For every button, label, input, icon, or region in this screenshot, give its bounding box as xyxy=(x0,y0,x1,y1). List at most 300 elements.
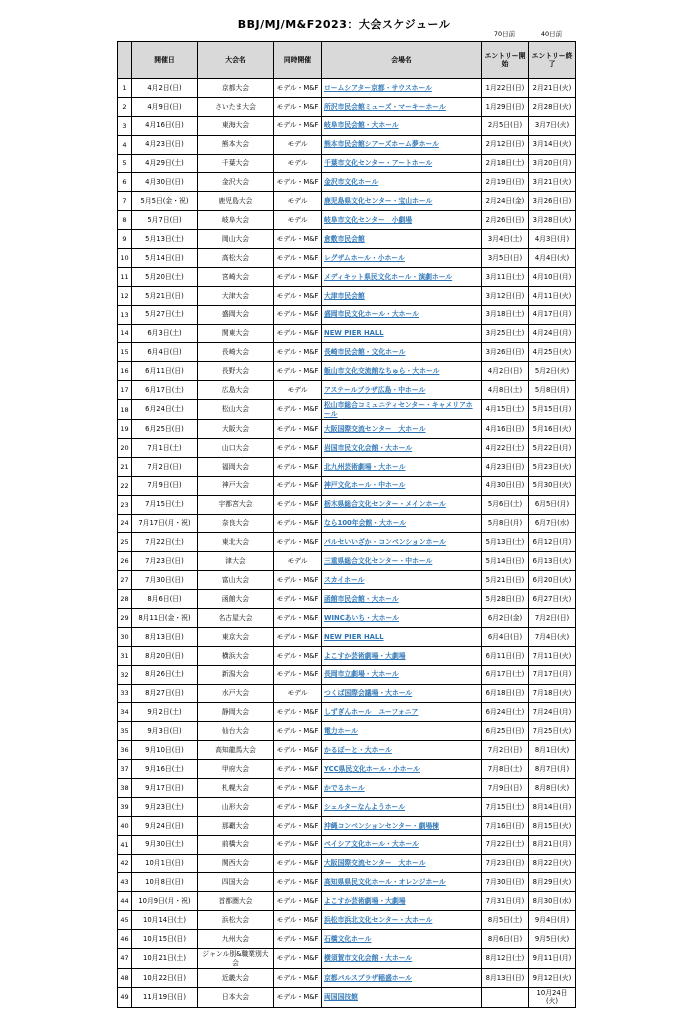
venue-link[interactable]: スカイホール xyxy=(324,575,365,584)
venue-link[interactable]: NEW PIER HALL xyxy=(324,632,384,641)
table-row xyxy=(118,439,576,458)
venue-cell xyxy=(322,987,482,1007)
venue-link[interactable]: 大阪国際交流センター 大ホール xyxy=(324,859,426,868)
entry-end-deadline-note: 40日前 xyxy=(540,30,563,38)
table-row xyxy=(118,324,576,343)
venue-link[interactable]: WINCあいち・大ホール xyxy=(324,613,399,622)
category-cell: モデル・M&F xyxy=(274,760,322,779)
venue-link[interactable]: 大阪国際交流センター 大ホール xyxy=(324,424,426,433)
venue-cell xyxy=(322,381,482,400)
category-cell: モデル・M&F xyxy=(274,797,322,816)
row-number-cell: 46 xyxy=(118,930,132,949)
date-cell: 4月23日(日) xyxy=(132,135,198,154)
venue-cell xyxy=(322,362,482,381)
entry-start-cell: 2月18日(土) xyxy=(482,154,529,173)
venue-cell xyxy=(322,230,482,249)
venue-cell xyxy=(322,609,482,628)
entry-start-cell: 8月5日(土) xyxy=(482,911,529,930)
row-number-cell: 49 xyxy=(118,987,132,1007)
venue-cell xyxy=(322,533,482,552)
date-cell: 5月20日(土) xyxy=(132,267,198,286)
venue-cell xyxy=(322,476,482,495)
event-name-cell: 日本大会 xyxy=(198,987,274,1007)
entry-end-cell: 7月25日(火) xyxy=(529,722,576,741)
venue-link[interactable]: 栃木県総合文化センター・メインホール xyxy=(324,500,446,509)
venue-link[interactable]: 金沢市文化ホール xyxy=(324,178,379,187)
entry-start-cell: 1月29日(日) xyxy=(482,97,529,116)
date-cell: 5月21日(日) xyxy=(132,286,198,305)
row-number-cell: 33 xyxy=(118,684,132,703)
entry-start-cell: 2月24日(金) xyxy=(482,192,529,211)
venue-link[interactable]: なら100年会館・大ホール xyxy=(324,519,407,528)
row-number-cell: 24 xyxy=(118,514,132,533)
row-number-cell: 41 xyxy=(118,835,132,854)
date-cell: 9月16日(土) xyxy=(132,760,198,779)
entry-end-cell: 5月22日(月) xyxy=(529,439,576,458)
category-cell: モデル・M&F xyxy=(274,627,322,646)
event-name-cell: 千葉大会 xyxy=(198,154,274,173)
date-cell: 10月8日(日) xyxy=(132,873,198,892)
entry-end-cell: 5月15日(月) xyxy=(529,400,576,420)
event-name-cell: 奈良大会 xyxy=(198,514,274,533)
category-cell: モデル・M&F xyxy=(274,533,322,552)
event-name-cell: 鹿児島大会 xyxy=(198,192,274,211)
entry-end-cell: 3月21日(火) xyxy=(529,173,576,192)
entry-start-cell: 6月18日(日) xyxy=(482,684,529,703)
venue-link[interactable]: 岐阜市文化センター 小劇場 xyxy=(324,215,413,224)
event-name-cell: 宇都宮大会 xyxy=(198,495,274,514)
table-row xyxy=(118,760,576,779)
table-row xyxy=(118,135,576,154)
date-cell: 8月27日(日) xyxy=(132,684,198,703)
venue-link[interactable]: 高知県県民文化ホール・オレンジホール xyxy=(324,878,446,887)
entry-end-cell: 4月25日(火) xyxy=(529,343,576,362)
event-name-cell: 名古屋大会 xyxy=(198,609,274,628)
venue-link[interactable]: 神戸文化ホール・中ホール xyxy=(324,481,406,490)
header-row xyxy=(118,42,576,79)
entry-end-cell: 5月8日(月) xyxy=(529,381,576,400)
date-cell: 10月14日(土) xyxy=(132,911,198,930)
entry-end-cell: 8月30日(水) xyxy=(529,892,576,911)
entry-start-cell: 6月11日(日) xyxy=(482,646,529,665)
row-number-cell: 12 xyxy=(118,286,132,305)
row-number-cell: 3 xyxy=(118,116,132,135)
date-cell: 5月14日(日) xyxy=(132,249,198,268)
date-cell: 7月23日(日) xyxy=(132,552,198,571)
entry-start-cell: 4月15日(土) xyxy=(482,400,529,420)
venue-link[interactable]: 岐阜市民会館・大ホール xyxy=(324,121,399,130)
event-name-cell: 熊本大会 xyxy=(198,135,274,154)
category-cell: モデル xyxy=(274,192,322,211)
venue-link[interactable]: つくば国際会議場・大ホール xyxy=(324,689,413,698)
entry-start-cell: 5月14日(日) xyxy=(482,552,529,571)
entry-end-cell: 4月4日(火) xyxy=(529,249,576,268)
venue-link[interactable]: 横須賀市文化会館・大ホール xyxy=(324,954,413,963)
category-cell: モデル・M&F xyxy=(274,476,322,495)
table-row xyxy=(118,552,576,571)
table-row xyxy=(118,362,576,381)
entry-start-cell: 7月9日(日) xyxy=(482,779,529,798)
page-title: BBJ/MJ/M&F2023：大会スケジュール xyxy=(237,18,451,31)
category-cell: モデル・M&F xyxy=(274,571,322,590)
venue-link[interactable]: よこすか芸術劇場・大劇場 xyxy=(324,897,406,906)
venue-link[interactable]: 沖縄コンベンションセンター・劇場棟 xyxy=(324,821,439,830)
category-cell: モデル xyxy=(274,135,322,154)
entry-end-cell: 7月2日(日) xyxy=(529,609,576,628)
row-number-cell: 22 xyxy=(118,476,132,495)
venue-cell xyxy=(322,873,482,892)
event-name-cell: 東北大会 xyxy=(198,533,274,552)
event-name-cell: 甲府大会 xyxy=(198,760,274,779)
table-row xyxy=(118,590,576,609)
category-cell: モデル・M&F xyxy=(274,79,322,98)
venue-cell xyxy=(322,722,482,741)
venue-cell xyxy=(322,892,482,911)
venue-link[interactable]: メディキット県民文化ホール・演劇ホール xyxy=(324,272,453,281)
venue-link[interactable]: 石橋文化ホール xyxy=(324,934,372,943)
table-row xyxy=(118,684,576,703)
venue-link[interactable]: レグザムホール・小ホール xyxy=(324,253,405,262)
table-row xyxy=(118,533,576,552)
table-row xyxy=(118,97,576,116)
entry-start-cell: 8月6日(日) xyxy=(482,930,529,949)
event-name-cell: 盛岡大会 xyxy=(198,305,274,324)
row-number-cell: 25 xyxy=(118,533,132,552)
date-cell: 9月17日(日) xyxy=(132,779,198,798)
venue-link[interactable]: よこすか芸術劇場・大劇場 xyxy=(324,651,406,660)
date-cell: 7月2日(日) xyxy=(132,457,198,476)
entry-end-cell: 8月14日(月) xyxy=(529,797,576,816)
entry-end-cell: 8月22日(火) xyxy=(529,854,576,873)
table-row xyxy=(118,854,576,873)
venue-cell xyxy=(322,969,482,988)
event-name-cell: 高知龍馬大会 xyxy=(198,741,274,760)
venue-link[interactable]: 倉敷市民会館 xyxy=(324,234,365,243)
date-cell: 10月21日(土) xyxy=(132,949,198,969)
venue-cell xyxy=(322,571,482,590)
category-cell: モデル・M&F xyxy=(274,457,322,476)
date-cell: 8月13日(日) xyxy=(132,627,198,646)
date-cell: 7月17日(月・祝) xyxy=(132,514,198,533)
event-name-cell: 神戸大会 xyxy=(198,476,274,495)
row-number-cell: 37 xyxy=(118,760,132,779)
table-row xyxy=(118,779,576,798)
entry-end-cell: 8月15日(火) xyxy=(529,816,576,835)
venue-link[interactable]: 北九州芸術劇場・大ホール xyxy=(324,462,406,471)
date-cell: 7月9日(日) xyxy=(132,476,198,495)
venue-cell xyxy=(322,835,482,854)
entry-end-cell: 7月17日(月) xyxy=(529,665,576,684)
row-number-cell: 5 xyxy=(118,154,132,173)
event-name-cell: 東京大会 xyxy=(198,627,274,646)
venue-link[interactable]: 千葉市文化センター・アートホール xyxy=(324,159,433,168)
entry-start-cell: 4月16日(日) xyxy=(482,420,529,439)
date-cell: 7月1日(土) xyxy=(132,439,198,458)
category-cell: モデル・M&F xyxy=(274,400,322,420)
venue-link[interactable]: アステールプラザ広島・中ホール xyxy=(324,385,426,394)
row-number-cell: 48 xyxy=(118,969,132,988)
category-cell: モデル・M&F xyxy=(274,987,322,1007)
table-row xyxy=(118,797,576,816)
entry-end-cell: 3月7日(火) xyxy=(529,116,576,135)
entry-end-cell: 6月13日(火) xyxy=(529,552,576,571)
event-name-cell: 横浜大会 xyxy=(198,646,274,665)
table-row xyxy=(118,987,576,1007)
entry-end-cell: 7月11日(火) xyxy=(529,646,576,665)
venue-link[interactable]: 岩国市民文化会館・大ホール xyxy=(324,443,413,452)
category-cell: モデル・M&F xyxy=(274,286,322,305)
entry-end-cell: 4月24日(月) xyxy=(529,324,576,343)
venue-link[interactable]: かでるホール xyxy=(324,783,365,792)
venue-cell xyxy=(322,665,482,684)
event-name-cell: 首都圏大会 xyxy=(198,892,274,911)
venue-link[interactable]: 函館市民会館・大ホール xyxy=(324,594,399,603)
entry-end-cell: 6月20日(火) xyxy=(529,571,576,590)
category-cell: モデル xyxy=(274,154,322,173)
entry-end-cell: 6月5日(月) xyxy=(529,495,576,514)
table-row xyxy=(118,267,576,286)
venue-cell xyxy=(322,211,482,230)
category-cell: モデル・M&F xyxy=(274,835,322,854)
table-row xyxy=(118,230,576,249)
event-name-cell: 函館大会 xyxy=(198,590,274,609)
venue-link[interactable]: 松山市総合コミュニティセンター・キャメリアホール xyxy=(324,401,473,418)
venue-link[interactable]: しずぎんホール ユーフォニア xyxy=(324,708,419,717)
table-row xyxy=(118,476,576,495)
category-cell: モデル xyxy=(274,552,322,571)
category-cell: モデル・M&F xyxy=(274,854,322,873)
event-name-cell: さいたま大会 xyxy=(198,97,274,116)
entry-end-cell: 5月30日(火) xyxy=(529,476,576,495)
entry-start-cell: 5月6日(土) xyxy=(482,495,529,514)
category-cell: モデル・M&F xyxy=(274,703,322,722)
entry-start-cell: 8月12日(土) xyxy=(482,949,529,969)
entry-start-cell: 7月23日(日) xyxy=(482,854,529,873)
category-cell: モデル・M&F xyxy=(274,911,322,930)
venue-cell xyxy=(322,930,482,949)
venue-cell xyxy=(322,400,482,420)
table-row xyxy=(118,571,576,590)
event-name-column-header: 大会名 xyxy=(198,42,274,79)
date-cell: 10月15日(日) xyxy=(132,930,198,949)
table-row xyxy=(118,949,576,969)
date-cell: 8月26日(土) xyxy=(132,665,198,684)
row-number-cell: 21 xyxy=(118,457,132,476)
event-name-cell: 浜松大会 xyxy=(198,911,274,930)
event-name-cell: 静岡大会 xyxy=(198,703,274,722)
entry-end-cell: 4月3日(月) xyxy=(529,230,576,249)
entry-end-cell: 7月4日(火) xyxy=(529,627,576,646)
venue-cell xyxy=(322,305,482,324)
row-number-cell: 8 xyxy=(118,211,132,230)
entry-end-cell: 3月14日(火) xyxy=(529,135,576,154)
date-cell: 5月13日(土) xyxy=(132,230,198,249)
event-name-cell: 京都大会 xyxy=(198,79,274,98)
table-row xyxy=(118,665,576,684)
venue-cell xyxy=(322,79,482,98)
category-cell: モデル・M&F xyxy=(274,609,322,628)
row-number-cell: 34 xyxy=(118,703,132,722)
event-name-cell: 近畿大会 xyxy=(198,969,274,988)
entry-end-cell: 8月8日(火) xyxy=(529,779,576,798)
entry-end-cell: 6月7日(水) xyxy=(529,514,576,533)
entry-start-cell: 5月21日(日) xyxy=(482,571,529,590)
entry-end-cell: 3月28日(火) xyxy=(529,211,576,230)
entry-end-cell: 8月21日(月) xyxy=(529,835,576,854)
entry-end-cell: 4月10日(月) xyxy=(529,267,576,286)
date-cell: 9月10日(日) xyxy=(132,741,198,760)
category-cell: モデル・M&F xyxy=(274,116,322,135)
date-cell: 9月24日(日) xyxy=(132,816,198,835)
entry-end-cell: 5月16日(火) xyxy=(529,420,576,439)
row-number-cell: 36 xyxy=(118,741,132,760)
entry-start-cell: 2月5日(日) xyxy=(482,116,529,135)
date-cell: 5月27日(土) xyxy=(132,305,198,324)
venue-link[interactable]: 盛岡市民文化ホール・大ホール xyxy=(324,310,419,319)
table-row xyxy=(118,420,576,439)
entry-end-cell: 8月1日(火) xyxy=(529,741,576,760)
venue-link[interactable]: かるぽーと・大ホール xyxy=(324,745,392,754)
venue-link[interactable]: 長崎市民会館・文化ホール xyxy=(324,348,406,357)
entry-start-cell: 2月19日(日) xyxy=(482,173,529,192)
category-cell: モデル・M&F xyxy=(274,97,322,116)
entry-start-cell: 4月30日(日) xyxy=(482,476,529,495)
row-number-cell: 23 xyxy=(118,495,132,514)
venue-cell xyxy=(322,514,482,533)
venue-cell xyxy=(322,420,482,439)
venue-cell xyxy=(322,457,482,476)
entry-start-cell: 7月8日(土) xyxy=(482,760,529,779)
entry-end-cell: 9月5日(火) xyxy=(529,930,576,949)
category-cell: モデル・M&F xyxy=(274,892,322,911)
entry-start-cell: 3月11日(土) xyxy=(482,267,529,286)
table-row xyxy=(118,249,576,268)
row-number-cell: 43 xyxy=(118,873,132,892)
row-number-cell: 28 xyxy=(118,590,132,609)
venue-link[interactable]: 京都パルスプラザ稲盛ホール xyxy=(324,973,413,982)
table-row xyxy=(118,400,576,420)
date-cell: 7月30日(日) xyxy=(132,571,198,590)
entry-end-cell: 6月12日(月) xyxy=(529,533,576,552)
entry-end-cell: 3月20日(月) xyxy=(529,154,576,173)
entry-start-cell: 5月13日(土) xyxy=(482,533,529,552)
venue-link[interactable]: 熊本市民会館シアーズホーム夢ホール xyxy=(324,140,439,149)
venue-link[interactable]: YCC県民文化ホール・小ホール xyxy=(324,764,420,773)
venue-link[interactable]: ロームシアター京都・サウスホール xyxy=(324,83,432,92)
row-number-cell: 35 xyxy=(118,722,132,741)
row-number-cell: 27 xyxy=(118,571,132,590)
row-number-cell: 19 xyxy=(118,420,132,439)
venue-cell xyxy=(322,684,482,703)
event-name-cell: 岡山大会 xyxy=(198,230,274,249)
table-row xyxy=(118,381,576,400)
row-number-cell: 31 xyxy=(118,646,132,665)
venue-link[interactable]: 大津市民会館 xyxy=(324,291,365,300)
event-name-cell: 新潟大会 xyxy=(198,665,274,684)
venue-link[interactable]: 長岡市立劇場・大ホール xyxy=(324,670,399,679)
table-row xyxy=(118,646,576,665)
row-number-cell: 15 xyxy=(118,343,132,362)
venue-cell xyxy=(322,590,482,609)
date-cell: 10月9日(月・祝) xyxy=(132,892,198,911)
venue-link[interactable]: パルセいいざか・コンベンションホール xyxy=(324,538,446,547)
entry-end-cell: 7月24日(月) xyxy=(529,703,576,722)
venue-link[interactable]: 両国国技館 xyxy=(324,993,358,1002)
row-number-cell: 18 xyxy=(118,400,132,420)
event-name-cell: 広島大会 xyxy=(198,381,274,400)
event-name-cell: 大阪大会 xyxy=(198,420,274,439)
category-cell: モデル・M&F xyxy=(274,305,322,324)
row-number-cell: 6 xyxy=(118,173,132,192)
venue-link[interactable]: シェルターなんようホール xyxy=(324,802,406,811)
venue-cell xyxy=(322,741,482,760)
event-name-cell: 山形大会 xyxy=(198,797,274,816)
table-row xyxy=(118,609,576,628)
venue-cell xyxy=(322,286,482,305)
venue-cell xyxy=(322,703,482,722)
entry-start-cell: 8月13日(日) xyxy=(482,969,529,988)
category-cell: モデル・M&F xyxy=(274,267,322,286)
date-cell: 8月11日(金・祝) xyxy=(132,609,198,628)
event-name-cell: 岐阜大会 xyxy=(198,211,274,230)
row-number-cell: 30 xyxy=(118,627,132,646)
entry-start-cell: 1月22日(日) xyxy=(482,79,529,98)
date-cell: 6月4日(日) xyxy=(132,343,198,362)
category-cell: モデル・M&F xyxy=(274,439,322,458)
event-name-cell: 関西大会 xyxy=(198,854,274,873)
venue-link[interactable]: 飯山市文化交流館なちゅら・大ホール xyxy=(324,367,440,376)
row-number-cell: 1 xyxy=(118,79,132,98)
table-row xyxy=(118,514,576,533)
event-name-cell: 関東大会 xyxy=(198,324,274,343)
date-cell: 9月3日(日) xyxy=(132,722,198,741)
entry-start-cell: 6月2日(金) xyxy=(482,609,529,628)
event-name-cell: 長崎大会 xyxy=(198,343,274,362)
entry-start-cell xyxy=(482,987,529,1007)
venue-cell xyxy=(322,646,482,665)
venue-link[interactable]: 電力ホール xyxy=(324,727,358,736)
entry-end-cell: 8月7日(月) xyxy=(529,760,576,779)
venue-link[interactable]: 鹿児島県文化センター・宝山ホール xyxy=(324,197,433,206)
entry-start-column-header: エントリー開始 xyxy=(482,42,529,79)
row-number-cell: 7 xyxy=(118,192,132,211)
row-number-cell: 4 xyxy=(118,135,132,154)
date-cell: 6月17日(土) xyxy=(132,381,198,400)
entry-end-cell: 9月11日(月) xyxy=(529,949,576,969)
entry-start-deadline-note: 70日前 xyxy=(493,30,516,38)
row-number-header xyxy=(118,42,132,79)
venue-link[interactable]: 三重県総合文化センター・中ホール xyxy=(324,557,433,566)
date-cell: 7月22日(土) xyxy=(132,533,198,552)
row-number-cell: 44 xyxy=(118,892,132,911)
venue-link[interactable]: ベイシア文化ホール・大ホール xyxy=(324,840,419,849)
category-cell: モデル・M&F xyxy=(274,173,322,192)
entry-start-cell: 3月4日(土) xyxy=(482,230,529,249)
date-cell: 8月6日(日) xyxy=(132,590,198,609)
category-cell: モデル・M&F xyxy=(274,779,322,798)
entry-start-cell: 3月26日(日) xyxy=(482,343,529,362)
venue-cell xyxy=(322,116,482,135)
venue-link[interactable]: 所沢市民会館ミューズ・マーキーホール xyxy=(324,102,446,111)
table-row xyxy=(118,173,576,192)
venue-cell xyxy=(322,816,482,835)
venue-link[interactable]: 浜松市浜北文化センター・大ホール xyxy=(324,915,433,924)
date-cell: 4月30日(日) xyxy=(132,173,198,192)
event-name-cell: 高松大会 xyxy=(198,249,274,268)
entry-end-cell: 8月29日(火) xyxy=(529,873,576,892)
row-number-cell: 45 xyxy=(118,911,132,930)
venue-link[interactable]: NEW PIER HALL xyxy=(324,329,384,338)
